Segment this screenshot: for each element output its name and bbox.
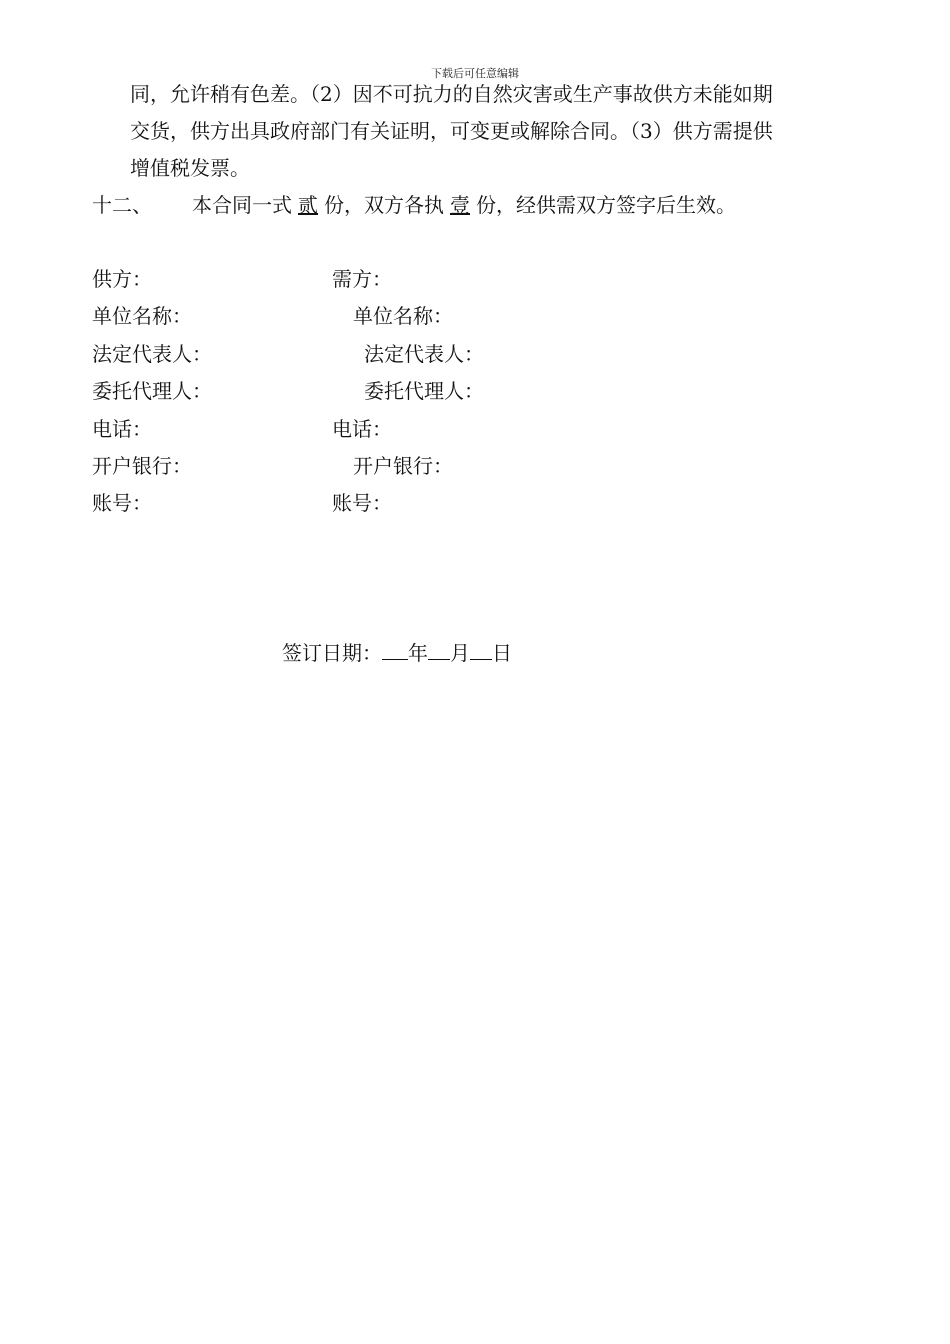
supplier-party-label: 供方： [92, 267, 152, 291]
supplier-agent-label: 委托代理人： [92, 379, 212, 403]
buyer-agent-label: 委托代理人： [364, 379, 484, 403]
buyer-party-label: 需方： [332, 267, 392, 291]
supplier-unit-name-label: 单位名称： [92, 304, 192, 328]
signing-date [282, 639, 512, 666]
clause-number: 十二、 [92, 193, 152, 217]
day-label: 日 [492, 641, 512, 665]
paragraph-line: 交货，供方出具政府部门有关证明，可变更或解除合同。（3）供方需提供 [130, 119, 773, 143]
year-blank [382, 639, 408, 660]
paragraph-line: 增值税发票。 [130, 156, 250, 180]
supplier-bank-label: 开户银行： [92, 454, 192, 478]
month-blank [428, 639, 450, 660]
day-blank [470, 639, 492, 660]
month-label: 月 [450, 641, 470, 665]
copies-each: 壹 [450, 193, 470, 217]
buyer-account-label: 账号： [332, 491, 392, 515]
clause-text-after: 份，经供需双方签字后生效。 [476, 193, 736, 217]
paragraph-line: 同，允许稍有色差。（2）因不可抗力的自然灾害或生产事故供方未能如期 [130, 82, 773, 106]
clause-12 [92, 192, 736, 218]
buyer-phone-label: 电话： [332, 417, 392, 441]
supplier-account-label: 账号： [92, 491, 152, 515]
buyer-bank-label: 开户银行： [353, 454, 453, 478]
clause-text-before: 本合同一式 [192, 193, 292, 217]
supplier-phone-label: 电话： [92, 417, 152, 441]
supplier-legal-rep-label: 法定代表人： [92, 342, 212, 366]
signing-date-label: 签订日期： [282, 641, 382, 665]
year-label: 年 [408, 641, 428, 665]
copies-total: 贰 [298, 193, 318, 217]
header-note: 下载后可任意编辑 [431, 67, 519, 80]
buyer-legal-rep-label: 法定代表人： [364, 342, 484, 366]
buyer-unit-name-label: 单位名称： [353, 304, 453, 328]
clause-text-middle: 份，双方各执 [324, 193, 444, 217]
